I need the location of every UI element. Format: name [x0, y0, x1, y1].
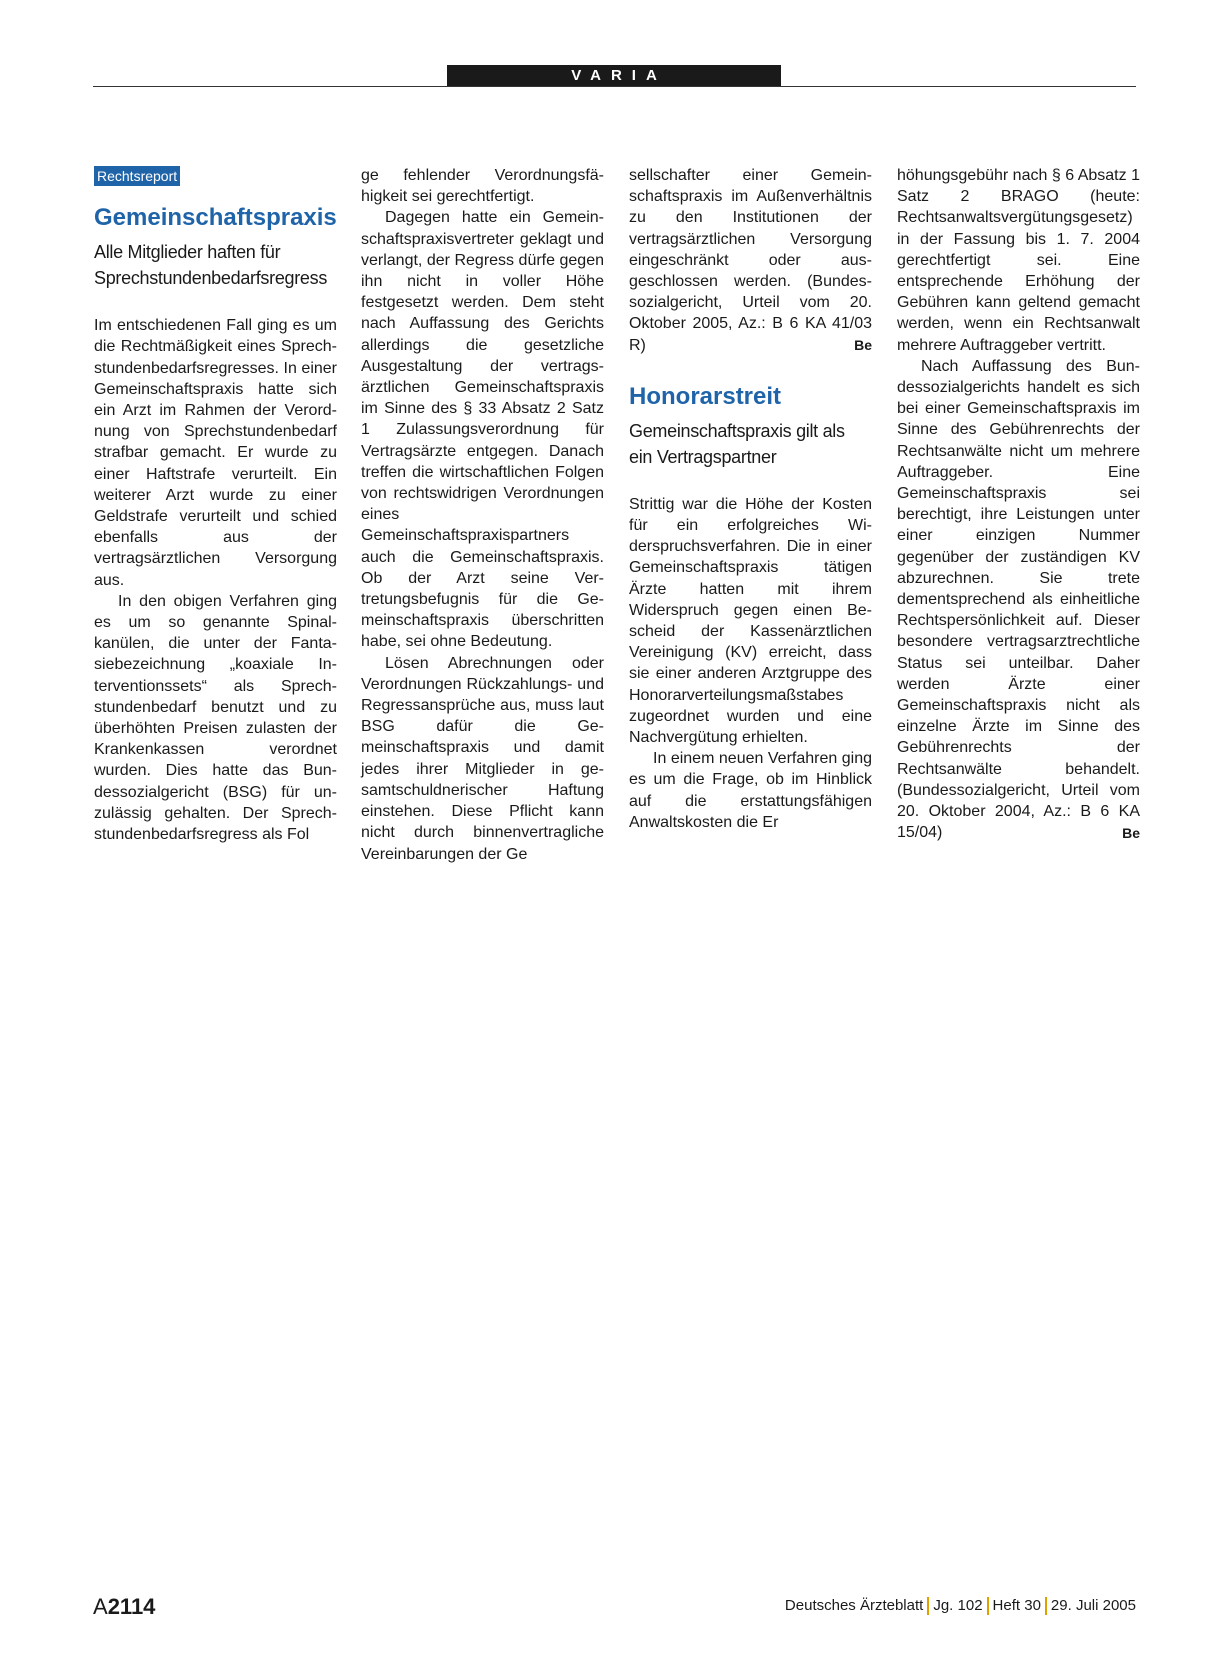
column-4: [897, 165, 1140, 844]
page-prefix: A: [93, 1594, 108, 1619]
article-2-title: Honorarstreit: [629, 382, 782, 410]
page-number-value: 2114: [107, 1594, 156, 1619]
article-2-paragraph: Nach Auffassung des Bundessozialgerichts handelt es sich bei einer Gemeinschaftspraxis im Sinne des Gebührenrechts der Rechtsanwälte nicht um mehrere Auftraggeber. Eine Gemeinschaftspraxis sei berechtigt, ihre Leistungen unter einer einzigen Nummer gegenüber der zuständigen KV abzurechnen. Sie trete dementsprechend als einheitliche Rechtspersönlichkeit auf. Dieser besondere vertragsarztrechtliche Status sei unteilbar. Daher werden Ärzte einer Gemeinschaftspraxis nicht als einzelne Ärzte im Sinne des Gebührenrechts der Rechtsanwälte behandelt. (Bundessozialgericht, Urteil vom 20. Oktober 2004, Az.: B 6 KA 15/04): [897, 357, 1140, 842]
article-2-subtitle: Gemeinschaftspraxis gilt als ein Vertragspartner: [629, 420, 845, 467]
section-header: VARIA: [447, 65, 781, 87]
page-number: [93, 1594, 155, 1620]
journal-name: Deutsches Ärzteblatt: [784, 1597, 924, 1614]
separator: [927, 1597, 929, 1615]
journal-date: 29. Juli 2005: [1050, 1597, 1136, 1614]
column-3: [629, 165, 872, 833]
article-1-paragraph: Im entschiedenen Fall ging es um die Rechtmäßigkeit eines Sprechstundenbedarfsregresses. In einer Gemeinschaftspraxis hatte sich ein Arzt im Rahmen der Verordnung von Sprechstundenbedarf strafbar gemacht. Er wurde zu einer Haftstrafe verurteilt. Ein weiterer Arzt wurde zu einer Geldstrafe verurteilt und schied ebenfalls aus der vertragsärztlichen Versorgung aus.: [94, 317, 337, 589]
article-2-paragraph: Strittig war die Höhe der Kosten für ein erfolgreiches Widerspruchsverfahren. Die in einer Gemeinschaftspraxis tätigen Ärzte hatten mit ihrem Widerspruch gegen einen Bescheid der Kassenärztlichen Vereinigung (KV) erreicht, dass sie einer anderen Arztgruppe des Honorarverteilungsmaßstabes zugeordnet wurden und eine Nachvergütung erhielten.: [629, 495, 872, 747]
article-1-paragraph: Dagegen hatte ein Gemeinschaftspraxisvertreter geklagt und verlangt, der Regress dürfe gegen ihn nicht in voller Höhe festgesetzt werden. Dem steht nach Auffassung des Gerichts allerdings die gesetzliche Ausgestaltung der vertragsärztlichen Gemeinschaftspraxis im Sinne des § 33 Absatz 2 Satz 1 Zulassungsverordnung für Vertragsärzte entgegen. Danach treffen die wirtschaftlichen Folgen von rechtswidrigen Verordnungen eines Gemeinschaftspraxispartners auch die Gemeinschaftspraxis. Ob der Arzt seine Vertretungsbefugnis für die Gemeinschaftspraxis überschritten habe, sei ohne Bedeutung.: [361, 209, 604, 651]
journal-volume: Jg. 102: [933, 1597, 983, 1614]
article-1-paragraph: ge fehlender Verordnungsfähigkeit sei gerechtfertigt.: [361, 167, 604, 206]
article-1-title: Gemeinschaftspraxis: [94, 204, 337, 232]
article-1-paragraph: Lösen Abrechnungen oder Verordnungen Rückzahlungs- und Regressansprüche aus, muss laut BSG dafür die Gemeinschaftspraxis und damit jedes ihrer Mitglieder in gesamtschuldnerischer Haftung einstehen. Diese Pflicht kann nicht durch binnenvertragliche Vereinbarungen der Ge: [361, 654, 604, 863]
separator: [987, 1597, 989, 1615]
column-2: [361, 165, 604, 865]
article-2-author: Be: [1122, 824, 1140, 841]
article-1-paragraph: sellschafter einer Gemeinschaftspraxis im Außenverhältnis zu den Institutionen der vertragsärztlichen Versorgung eingeschränkt oder ausgeschlossen werden. (Bundessozialgericht, Urteil vom 20. Oktober 2005, Az.: B 6 KA 41/03 R): [629, 167, 872, 354]
article-2-paragraph: In einem neuen Verfahren ging es um die Frage, ob im Hinblick auf die erstattungsfähigen Anwaltskosten die Er: [629, 750, 872, 831]
separator: [1045, 1597, 1047, 1615]
article-1-paragraph: In den obigen Verfahren ging es um so genannte Spinalkanülen, die unter der Fantasiebezeichnung „koaxiale Interventionssets“ als Sprechstundenbedarf benutzt und zu überhöhten Preisen zulasten der Krankenkassen verordnet wurden. Dies hatte das Bundessozialgericht (BSG) für unzulässig gehalten. Der Sprechstundenbedarfsregress als Fol: [94, 592, 337, 844]
article-1-subtitle: Alle Mitglieder haften für Sprechstundenbedarfsregress: [94, 242, 328, 289]
header-rule: [93, 86, 1136, 87]
column-1: [94, 165, 337, 845]
journal-issue: Heft 30: [992, 1597, 1041, 1614]
article-2-paragraph: höhungsgebühr nach § 6 Absatz 1 Satz 2 BRAGO (heute: Rechtsanwaltsvergütungsgesetz) in der Fassung bis 1. 7. 2004 gerechtfertigt sei. Eine entsprechende Erhöhung der Gebühren kann geltend gemacht werden, wenn ein Rechtsanwalt mehrere Auftraggeber vertritt.: [897, 167, 1140, 354]
footer-citation: [785, 1597, 1136, 1615]
rubric-badge: Rechtsreport: [94, 166, 180, 186]
article-1-author: Be: [854, 336, 872, 353]
